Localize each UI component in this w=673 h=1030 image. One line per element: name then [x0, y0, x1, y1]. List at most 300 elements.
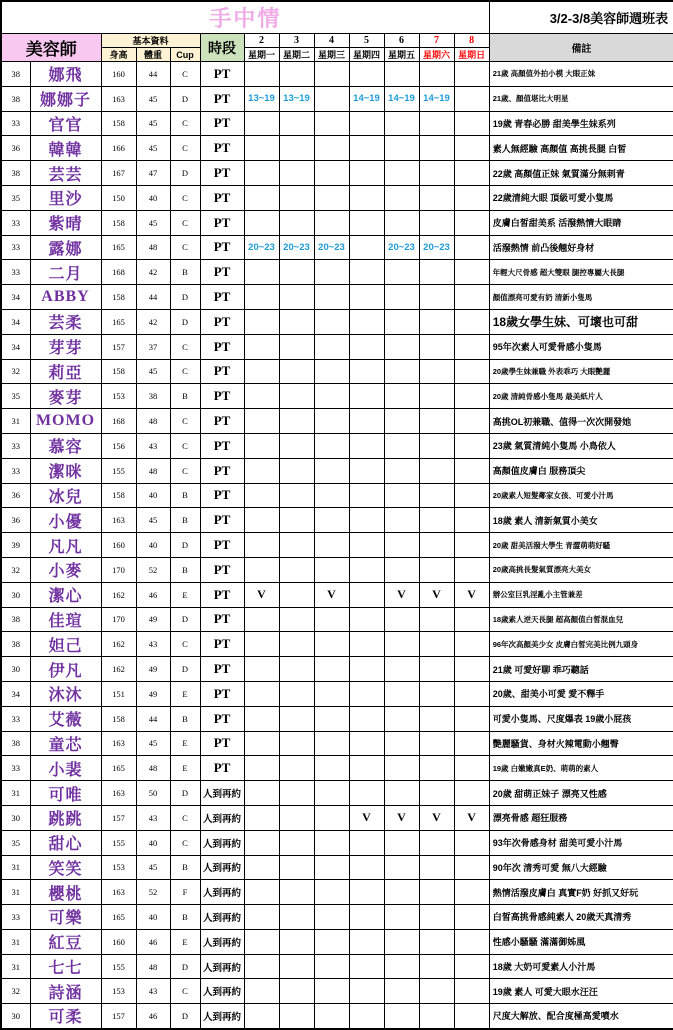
- table-row: [1, 582, 673, 607]
- schedule-cell: [244, 285, 279, 310]
- staff-name: 芸芸: [30, 161, 101, 186]
- schedule-cell: V: [419, 582, 454, 607]
- schedule-cell: [314, 161, 349, 186]
- weight-value: 43: [136, 805, 170, 830]
- staff-name: 里沙: [30, 185, 101, 210]
- schedule-cell: [279, 359, 314, 384]
- shift-value: PT: [200, 235, 244, 260]
- schedule-cell: 13~19: [244, 86, 279, 111]
- schedule-cell: [384, 979, 419, 1004]
- schedule-cell: [349, 409, 384, 434]
- weight-value: 40: [136, 533, 170, 558]
- schedule-cell: [454, 979, 489, 1004]
- shift-value: PT: [200, 607, 244, 632]
- table-row: [1, 533, 673, 558]
- shift-value: 人到再約: [200, 905, 244, 930]
- schedule-cell: [349, 458, 384, 483]
- schedule-cell: [314, 954, 349, 979]
- header-day-label: 星期四: [349, 48, 384, 62]
- staff-name: ABBY: [30, 285, 101, 310]
- row-number: 34: [1, 681, 30, 706]
- row-number: 36: [1, 508, 30, 533]
- schedule-cell: [349, 285, 384, 310]
- schedule-cell: [384, 557, 419, 582]
- schedule-cell: [244, 260, 279, 285]
- row-number: 38: [1, 632, 30, 657]
- schedule-cell: V: [384, 805, 419, 830]
- schedule-cell: V: [454, 805, 489, 830]
- staff-name: 潔心: [30, 582, 101, 607]
- schedule-cell: [244, 309, 279, 334]
- staff-name: 官官: [30, 111, 101, 136]
- weight-value: 48: [136, 409, 170, 434]
- staff-name: 韓韓: [30, 136, 101, 161]
- header-day-number: 6: [384, 34, 419, 48]
- remark-cell: 素人無經驗 高顏值 高挑長腿 白皙: [489, 136, 673, 161]
- row-number: 35: [1, 185, 30, 210]
- schedule-cell: [384, 409, 419, 434]
- header-basic-info: 基本資料: [101, 34, 200, 48]
- header-staff: 美容師: [1, 34, 101, 62]
- schedule-cell: [279, 210, 314, 235]
- height-value: 157: [101, 1004, 136, 1029]
- staff-name: 艾薇: [30, 706, 101, 731]
- table-row: [1, 805, 673, 830]
- schedule-cell: [454, 86, 489, 111]
- schedule-cell: [349, 830, 384, 855]
- staff-name: 芽芽: [30, 334, 101, 359]
- shift-value: PT: [200, 582, 244, 607]
- table-row: [1, 483, 673, 508]
- schedule-cell: V: [384, 582, 419, 607]
- shift-value: PT: [200, 285, 244, 310]
- schedule-cell: [349, 632, 384, 657]
- schedule-cell: [279, 582, 314, 607]
- schedule-cell: [314, 285, 349, 310]
- schedule-cell: [349, 880, 384, 905]
- schedule-cell: [244, 880, 279, 905]
- row-number: 33: [1, 111, 30, 136]
- schedule-cell: [244, 855, 279, 880]
- schedule-cell: [314, 1004, 349, 1029]
- cup-value: C: [170, 136, 200, 161]
- weight-value: 44: [136, 285, 170, 310]
- schedule-cell: V: [419, 805, 454, 830]
- height-value: 165: [101, 905, 136, 930]
- schedule-cell: [454, 929, 489, 954]
- schedule-cell: [279, 632, 314, 657]
- schedule-cell: [279, 905, 314, 930]
- schedule-cell: [384, 929, 419, 954]
- schedule-cell: [384, 508, 419, 533]
- height-value: 158: [101, 210, 136, 235]
- table-row: [1, 285, 673, 310]
- schedule-cell: [384, 285, 419, 310]
- cup-value: C: [170, 433, 200, 458]
- row-number: 32: [1, 359, 30, 384]
- schedule-cell: [384, 830, 419, 855]
- schedule-cell: [349, 681, 384, 706]
- table-row: [1, 409, 673, 434]
- header-day-label: 星期六: [419, 48, 454, 62]
- schedule-cell: [349, 62, 384, 87]
- shift-value: 人到再約: [200, 979, 244, 1004]
- schedule-cell: [419, 62, 454, 87]
- schedule-cell: [279, 111, 314, 136]
- schedule-cell: [419, 136, 454, 161]
- staff-name: 娜飛: [30, 62, 101, 87]
- cup-value: F: [170, 880, 200, 905]
- height-value: 155: [101, 458, 136, 483]
- title-row: [1, 1, 673, 34]
- row-number: 33: [1, 756, 30, 781]
- header-day-number: 2: [244, 34, 279, 48]
- schedule-cell: [419, 483, 454, 508]
- page-title: 手中情: [1, 1, 489, 34]
- table-row: [1, 607, 673, 632]
- schedule-cell: [454, 905, 489, 930]
- remark-cell: 白皙高挑骨感純素人 20歲天真清秀: [489, 905, 673, 930]
- row-number: 35: [1, 830, 30, 855]
- schedule-cell: [454, 706, 489, 731]
- row-number: 30: [1, 1004, 30, 1029]
- schedule-cell: [384, 880, 419, 905]
- schedule-cell: [349, 855, 384, 880]
- table-row: [1, 359, 673, 384]
- schedule-cell: [419, 210, 454, 235]
- schedule-cell: [349, 508, 384, 533]
- remark-cell: 活潑熱情 前凸後翹好身材: [489, 235, 673, 260]
- height-value: 157: [101, 805, 136, 830]
- shift-value: PT: [200, 161, 244, 186]
- remark-cell: 艷麗騷貨、身材火辣電動小翹臀: [489, 731, 673, 756]
- schedule-cell: [419, 309, 454, 334]
- cup-value: D: [170, 607, 200, 632]
- height-value: 162: [101, 657, 136, 682]
- schedule-cell: [454, 409, 489, 434]
- schedule-cell: [454, 508, 489, 533]
- weight-value: 47: [136, 161, 170, 186]
- table-row: [1, 136, 673, 161]
- header-day-label: 星期五: [384, 48, 419, 62]
- staff-name: 可唯: [30, 781, 101, 806]
- schedule-cell: [314, 781, 349, 806]
- table-row: [1, 260, 673, 285]
- weight-value: 52: [136, 880, 170, 905]
- schedule-cell: [384, 483, 419, 508]
- schedule-cell: [349, 161, 384, 186]
- remark-cell: 20歲 清純骨感小隻馬 最美紙片人: [489, 384, 673, 409]
- row-number: 34: [1, 285, 30, 310]
- staff-name: 潔咪: [30, 458, 101, 483]
- table-row: [1, 830, 673, 855]
- height-value: 155: [101, 830, 136, 855]
- schedule-cell: [314, 458, 349, 483]
- shift-value: PT: [200, 533, 244, 558]
- row-number: 33: [1, 706, 30, 731]
- schedule-cell: [279, 508, 314, 533]
- remark-cell: 95年次素人可愛骨感小隻馬: [489, 334, 673, 359]
- header-cup: Cup: [170, 48, 200, 62]
- header-remarks: 備註: [489, 34, 673, 62]
- staff-name: 紅豆: [30, 929, 101, 954]
- schedule-cell: [244, 111, 279, 136]
- schedule-cell: [244, 954, 279, 979]
- schedule-cell: [244, 136, 279, 161]
- schedule-cell: [244, 483, 279, 508]
- schedule-cell: [349, 607, 384, 632]
- schedule-cell: [314, 929, 349, 954]
- staff-name: 櫻桃: [30, 880, 101, 905]
- schedule-cell: [279, 260, 314, 285]
- remark-cell: 21歲 可愛好聊 乖巧聽話: [489, 657, 673, 682]
- remark-cell: 辦公室巨乳淫亂小主管兼差: [489, 582, 673, 607]
- remark-cell: 18歲素人逆天長腿 超高顏值白皙混血兒: [489, 607, 673, 632]
- height-value: 168: [101, 409, 136, 434]
- schedule-cell: [244, 533, 279, 558]
- remark-cell: 23歲 氣質清純小隻馬 小鳥依人: [489, 433, 673, 458]
- header-day-number: 8: [454, 34, 489, 48]
- cup-value: C: [170, 632, 200, 657]
- table-row: [1, 929, 673, 954]
- schedule-cell: [419, 706, 454, 731]
- schedule-cell: [314, 309, 349, 334]
- shift-value: PT: [200, 136, 244, 161]
- shift-value: 人到再約: [200, 954, 244, 979]
- table-row: [1, 880, 673, 905]
- header-day-label: 星期三: [314, 48, 349, 62]
- schedule-cell: [279, 731, 314, 756]
- cup-value: B: [170, 508, 200, 533]
- row-number: 38: [1, 161, 30, 186]
- header-day-label: 星期二: [279, 48, 314, 62]
- cup-value: C: [170, 458, 200, 483]
- table-row: [1, 905, 673, 930]
- cup-value: D: [170, 533, 200, 558]
- table-row: [1, 979, 673, 1004]
- remark-cell: 18歲 大奶可愛素人小汁馬: [489, 954, 673, 979]
- weight-value: 42: [136, 309, 170, 334]
- schedule-cell: [419, 979, 454, 1004]
- schedule-cell: [279, 954, 314, 979]
- shift-value: 人到再約: [200, 1004, 244, 1029]
- remark-cell: 90年次 清秀可愛 無八大經驗: [489, 855, 673, 880]
- shift-value: 人到再約: [200, 830, 244, 855]
- schedule-cell: [314, 483, 349, 508]
- header-day-number: 4: [314, 34, 349, 48]
- schedule-cell: [384, 334, 419, 359]
- remark-cell: 性感小騷騷 滿滿御姊風: [489, 929, 673, 954]
- shift-value: PT: [200, 334, 244, 359]
- table-row: [1, 954, 673, 979]
- schedule-cell: [279, 805, 314, 830]
- schedule-cell: [244, 805, 279, 830]
- schedule-cell: [454, 1004, 489, 1029]
- table-row: [1, 384, 673, 409]
- staff-name: 妲己: [30, 632, 101, 657]
- table-row: [1, 706, 673, 731]
- schedule-cell: [454, 161, 489, 186]
- header-row-1: [1, 34, 673, 48]
- remark-cell: 21歲、顏值堪比大明星: [489, 86, 673, 111]
- weight-value: 44: [136, 62, 170, 87]
- shift-value: PT: [200, 384, 244, 409]
- cup-value: B: [170, 706, 200, 731]
- schedule-cell: [244, 929, 279, 954]
- height-value: 157: [101, 334, 136, 359]
- shift-value: PT: [200, 309, 244, 334]
- schedule-cell: [454, 458, 489, 483]
- schedule-cell: [314, 607, 349, 632]
- schedule-cell: [279, 62, 314, 87]
- schedule-cell: [314, 657, 349, 682]
- height-value: 158: [101, 483, 136, 508]
- schedule-cell: [349, 557, 384, 582]
- schedule-cell: [314, 979, 349, 1004]
- weight-value: 50: [136, 781, 170, 806]
- remark-cell: 20歲、甜美小可愛 愛不釋手: [489, 681, 673, 706]
- schedule-cell: [314, 880, 349, 905]
- schedule-cell: [349, 235, 384, 260]
- schedule-cell: [244, 781, 279, 806]
- schedule-cell: [384, 706, 419, 731]
- schedule-cell: [349, 905, 384, 930]
- schedule-cell: [314, 508, 349, 533]
- height-value: 167: [101, 161, 136, 186]
- schedule-cell: [419, 161, 454, 186]
- schedule-cell: [384, 210, 419, 235]
- schedule-cell: [349, 756, 384, 781]
- table-row: [1, 632, 673, 657]
- schedule-cell: [384, 62, 419, 87]
- staff-name: 紫晴: [30, 210, 101, 235]
- schedule-cell: 20~23: [279, 235, 314, 260]
- remark-cell: 18歲 素人 清新氣質小美女: [489, 508, 673, 533]
- table-row: [1, 756, 673, 781]
- staff-name: 笑笑: [30, 855, 101, 880]
- schedule-cell: V: [349, 805, 384, 830]
- schedule-cell: [244, 632, 279, 657]
- schedule-cell: [419, 830, 454, 855]
- schedule-cell: [384, 632, 419, 657]
- row-number: 39: [1, 533, 30, 558]
- height-value: 158: [101, 706, 136, 731]
- remark-cell: 18歲女學生妹、可壞也可甜: [489, 309, 673, 334]
- remark-cell: 20歲 甜美活潑大學生 青澀萌萌好騷: [489, 533, 673, 558]
- remark-cell: 19歲 白嫩嫩真E奶、萌萌的素人: [489, 756, 673, 781]
- table-row: [1, 433, 673, 458]
- height-value: 163: [101, 781, 136, 806]
- schedule-cell: [419, 384, 454, 409]
- height-value: 158: [101, 359, 136, 384]
- shift-value: PT: [200, 210, 244, 235]
- remark-cell: 高顏值皮膚白 服務頂尖: [489, 458, 673, 483]
- schedule-cell: [454, 235, 489, 260]
- schedule-cell: [384, 136, 419, 161]
- cup-value: C: [170, 210, 200, 235]
- schedule-cell: [454, 880, 489, 905]
- weight-value: 49: [136, 657, 170, 682]
- schedule-cell: [349, 657, 384, 682]
- row-number: 33: [1, 433, 30, 458]
- cup-value: B: [170, 384, 200, 409]
- schedule-cell: [279, 384, 314, 409]
- weight-value: 52: [136, 557, 170, 582]
- schedule-cell: [419, 731, 454, 756]
- schedule-cell: [419, 1004, 454, 1029]
- height-value: 155: [101, 954, 136, 979]
- row-number: 38: [1, 607, 30, 632]
- remark-cell: 19歲 素人 可愛大眼水汪汪: [489, 979, 673, 1004]
- schedule-cell: [279, 334, 314, 359]
- schedule-cell: [349, 260, 384, 285]
- schedule-cell: [384, 433, 419, 458]
- shift-value: PT: [200, 557, 244, 582]
- remark-cell: 高挑OL初兼職、值得一次次開發她: [489, 409, 673, 434]
- shift-value: PT: [200, 260, 244, 285]
- height-value: 165: [101, 756, 136, 781]
- table-row: [1, 210, 673, 235]
- schedule-cell: [314, 62, 349, 87]
- shift-value: 人到再約: [200, 781, 244, 806]
- schedule-cell: [244, 409, 279, 434]
- schedule-cell: [419, 409, 454, 434]
- shift-value: 人到再約: [200, 805, 244, 830]
- table-row: [1, 557, 673, 582]
- schedule-cell: [419, 905, 454, 930]
- table-row: [1, 1004, 673, 1029]
- shift-value: PT: [200, 359, 244, 384]
- cup-value: B: [170, 483, 200, 508]
- schedule-cell: [419, 607, 454, 632]
- staff-name: 莉亞: [30, 359, 101, 384]
- height-value: 156: [101, 433, 136, 458]
- weight-value: 43: [136, 433, 170, 458]
- schedule-cell: [279, 855, 314, 880]
- schedule-cell: [454, 384, 489, 409]
- schedule-cell: [349, 384, 384, 409]
- shift-value: PT: [200, 681, 244, 706]
- schedule-cell: [279, 607, 314, 632]
- schedule-cell: [349, 582, 384, 607]
- schedule-cell: [349, 1004, 384, 1029]
- schedule-cell: 20~23: [314, 235, 349, 260]
- row-number: 31: [1, 781, 30, 806]
- table-row: [1, 458, 673, 483]
- cup-value: D: [170, 309, 200, 334]
- schedule-cell: [454, 359, 489, 384]
- height-value: 165: [101, 309, 136, 334]
- schedule-cell: [384, 756, 419, 781]
- weight-value: 42: [136, 260, 170, 285]
- schedule-cell: [279, 136, 314, 161]
- schedule-cell: [314, 260, 349, 285]
- schedule-cell: [454, 334, 489, 359]
- cup-value: C: [170, 830, 200, 855]
- schedule-cell: [314, 830, 349, 855]
- schedule-cell: [384, 111, 419, 136]
- schedule-cell: [454, 62, 489, 87]
- row-number: 34: [1, 309, 30, 334]
- table-row: [1, 657, 673, 682]
- weight-value: 40: [136, 905, 170, 930]
- cup-value: D: [170, 86, 200, 111]
- remark-cell: 顏值漂亮可愛有奶 清新小隻馬: [489, 285, 673, 310]
- schedule-cell: [279, 706, 314, 731]
- staff-name: 麥芽: [30, 384, 101, 409]
- schedule-cell: [349, 781, 384, 806]
- schedule-cell: [244, 62, 279, 87]
